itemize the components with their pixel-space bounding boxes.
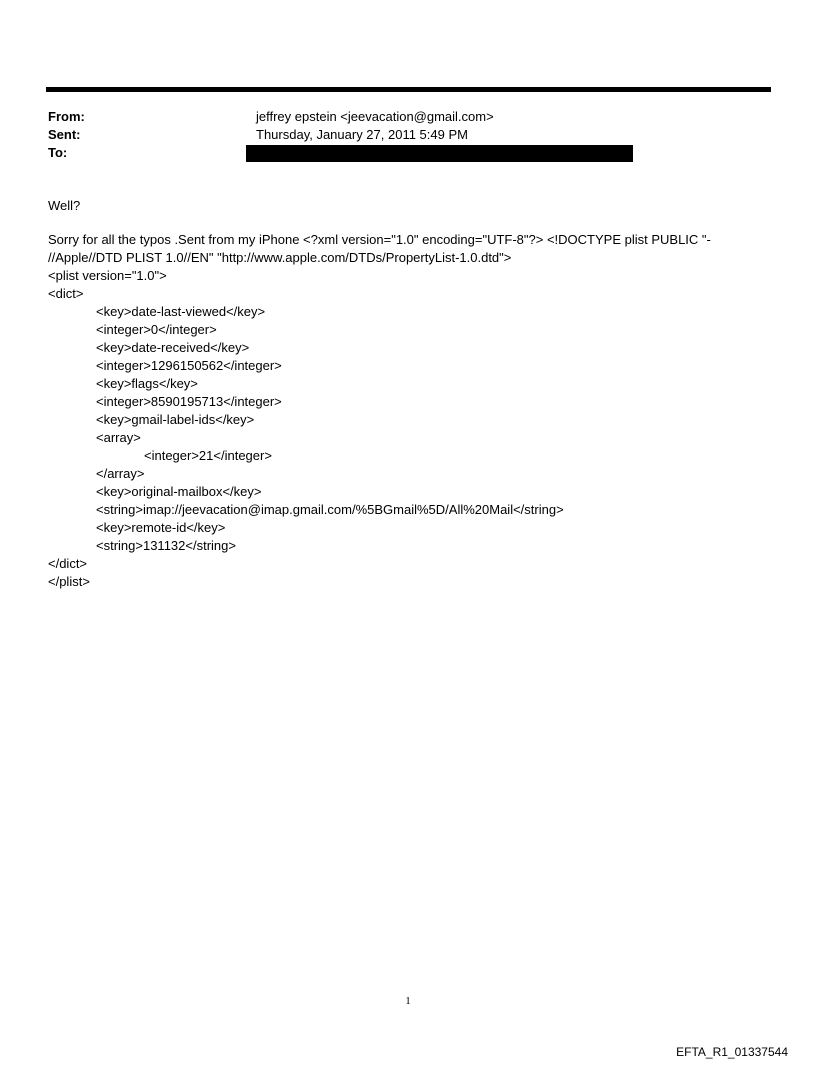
body-line: <plist version="1.0"> — [48, 268, 167, 283]
body-line: <key>gmail-label-ids</key> — [96, 412, 255, 427]
body-line: <integer>0</integer> — [96, 322, 217, 337]
body-line: <string>131132</string> — [96, 538, 236, 553]
paragraph-spacer — [48, 215, 748, 231]
to-redaction-box — [246, 145, 633, 162]
body-line: <integer>8590195713</integer> — [96, 394, 282, 409]
body-line: <key>flags</key> — [96, 376, 198, 391]
body-line: <key>date-received</key> — [96, 340, 250, 355]
body-line: <dict> — [48, 286, 84, 301]
body-line: <array> — [96, 430, 141, 445]
body-line: <key>date-last-viewed</key> — [96, 304, 266, 319]
sent-value: Thursday, January 27, 2011 5:49 PM — [256, 127, 468, 142]
from-label: From: — [48, 109, 85, 124]
body-line: <integer>1296150562</integer> — [96, 358, 282, 373]
sent-label: Sent: — [48, 127, 81, 142]
body-line: </plist> — [48, 574, 90, 589]
email-body — [48, 197, 748, 591]
header-divider — [46, 87, 771, 92]
body-line: //Apple//DTD PLIST 1.0//EN" "http://www.apple.com/DTDs/PropertyList-1.0.dtd"> — [48, 250, 512, 265]
to-label: To: — [48, 145, 68, 160]
email-header — [48, 108, 748, 162]
document-id-stamp: EFTA_R1_01337544 — [676, 1045, 788, 1059]
greeting-line: Well? — [48, 198, 81, 213]
body-line: <key>original-mailbox</key> — [96, 484, 262, 499]
body-line: <integer>21</integer> — [144, 448, 272, 463]
to-row — [48, 144, 748, 162]
body-line: </dict> — [48, 556, 88, 571]
from-row — [48, 108, 748, 126]
sent-row — [48, 126, 748, 144]
body-line: <string>imap://jeevacation@imap.gmail.com/%5BGmail%5D/All%20Mail</string> — [96, 502, 564, 517]
page-number: 1 — [405, 995, 411, 1007]
body-line: </array> — [96, 466, 145, 481]
body-line: <key>remote-id</key> — [96, 520, 226, 535]
from-value: jeffrey epstein <jeevacation@gmail.com> — [256, 109, 494, 124]
body-line: Sorry for all the typos .Sent from my iPhone <?xml version="1.0" encoding="UTF-8"?> <!DOCTYPE plist PUBLIC "- — [48, 232, 711, 247]
